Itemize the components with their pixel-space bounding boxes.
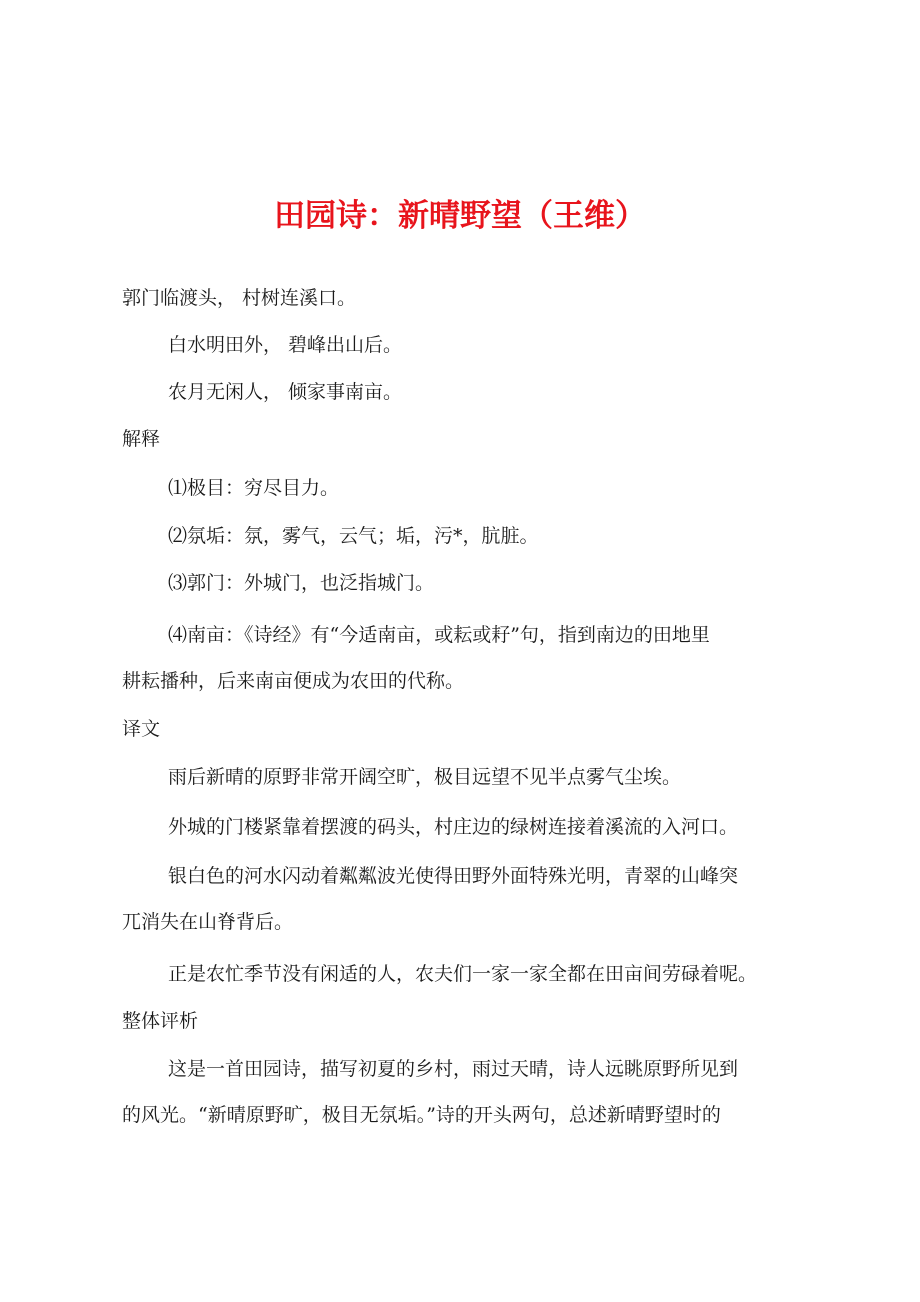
translation-line-3-cont: 兀消失在山脊背后。 — [122, 911, 294, 933]
translation-line-3: 银白色的河水闪动着粼粼波光使得田野外面特殊光明，青翠的山峰突 — [168, 865, 739, 887]
poem-line-3: 农月无闲人， 倾家事南亩。 — [168, 381, 403, 403]
analysis-line-2: 的风光。“新晴原野旷，极目无氛垢。”诗的开头两句，总述新晴野望时的 — [122, 1104, 721, 1126]
translation-line-2: 外城的门楼紧靠着摆渡的码头，村庄边的绿树连接着溪流的入河口。 — [168, 816, 739, 838]
page-title: 田园诗：新晴野望（王维） — [274, 198, 646, 234]
translation-heading: 译文 — [122, 718, 161, 740]
explain-heading: 解释 — [122, 428, 161, 450]
analysis-heading: 整体评析 — [122, 1010, 199, 1032]
poem-line-1: 郭门临渡头， 村树连溪口。 — [122, 287, 357, 309]
translation-line-4: 正是农忙季节没有闲适的人，农夫们一家一家全都在田亩间劳碌着呢。 — [168, 963, 758, 985]
explain-item-2: ⑵氛垢：氛，雾气，云气；垢，污*，肮脏。 — [168, 525, 539, 547]
explain-item-4-cont: 耕耘播种，后来南亩便成为农田的代称。 — [122, 670, 465, 692]
analysis-line-1: 这是一首田园诗，描写初夏的乡村，雨过天晴，诗人远眺原野所见到 — [168, 1058, 739, 1080]
explain-item-1: ⑴极目：穷尽目力。 — [168, 477, 340, 499]
poem-line-2: 白水明田外， 碧峰出山后。 — [168, 334, 403, 356]
explain-item-4: ⑷南亩：《诗经》有“今适南亩，或耘或耔”句，指到南边的田地里 — [168, 624, 710, 646]
explain-item-3: ⑶郭门：外城门，也泛指城门。 — [168, 572, 435, 594]
translation-line-1: 雨后新晴的原野非常开阔空旷，极目远望不见半点雾气尘埃。 — [168, 766, 682, 788]
